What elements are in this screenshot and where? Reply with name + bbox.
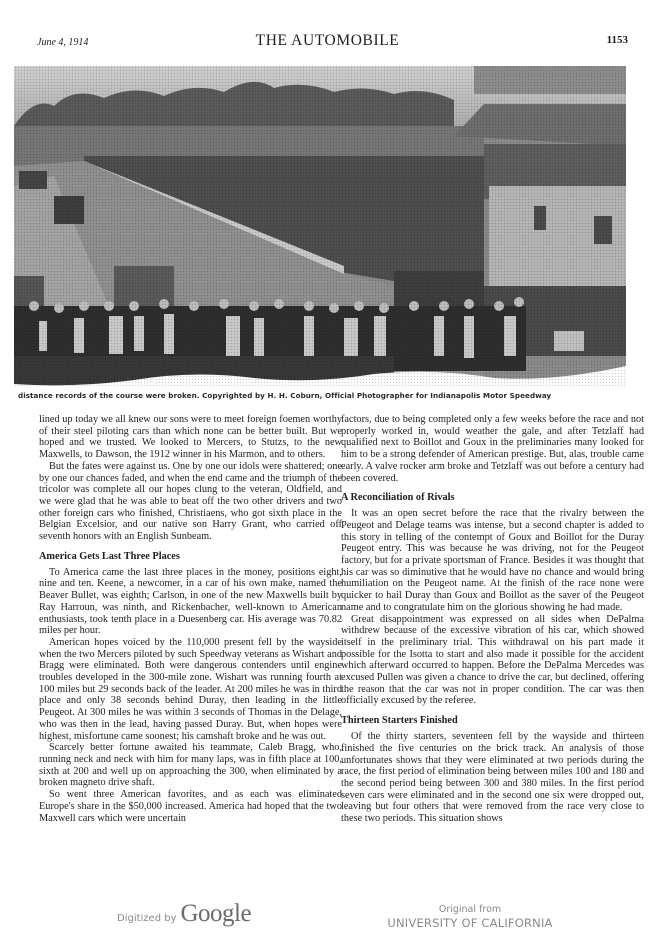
source-watermark [380,904,560,930]
photo-illustration [14,66,626,386]
section-heading: A Reconciliation of Rivals [341,492,455,504]
digitized-by-watermark [117,900,251,928]
article-paragraph: So went three American favorites, and as each was eliminated Europe's share in the $50,000 increased. America had hoped that the two Maxwell cars which were uncertain [39,789,342,824]
article-paragraph: Of the thirty starters, seventeen fell by the wayside and thirteen finished the five centuries on the brick track. An analysis of those unfortunates shows that they were eliminated at two periods during the race, the first period of elimination being between miles 100 and 180 and the second period being between 300 and 380 miles. In the first period seven cars were eliminated and in the second one six were dropped out, leaving but four others that were removed from the race very close to these two periods. This situation shows [341,731,644,825]
photo-caption: distance records of the course were broken. Copyrighted by H. H. Coburn, Official Photographer for Indianapolis Motor Speedway [18,391,552,400]
google-logo: Google [180,900,252,927]
article-paragraph: lined up today we all knew our sons were to meet foreign foemen worthy of their steel piloting cars than which none can be better built. But we hoped and we trusted. We looked to Mercers, to Stutzs, to the new Maxwells, to Dawson, the 1912 winner in his Marmon, and to others. [39,414,342,461]
article-paragraph: Scarcely better fortune awaited his teammate, Caleb Bragg, who, running neck and neck with him for many laps, was in fifth place at 100, sixth at 200 and well up on approaching the 300, when eliminated by a broken magneto drive shaft. [39,742,342,789]
page-number: 1153 [606,34,628,46]
article-column-right [341,414,644,825]
article-paragraph: American hopes voiced by the 110,000 present fell by the wayside when the two Mercers piloted by such Speedway veterans as Wishart and Bragg were eliminated. Both were dangerous contenders until engine troubles developed in the 300-mile zone. Wishart was running fourth at 100 miles but 29 seconds back of the leader. At 200 miles he was in third place and only 38 seconds behind Duray, then leading in the little Peugeot. At 300 miles he was within 3 seconds of Thomas in the Delage, who was then in the lead, having passed Duray. But, when hopes were highest, misfortune came soonest; his camshaft broke and he was out. [39,636,342,742]
section-heading: America Gets Last Three Places [39,550,180,562]
issue-date: June 4, 1914 [37,37,89,48]
digitized-by-label: Digitized by [117,913,177,924]
publication-title: THE AUTOMOBILE [255,32,400,49]
article-paragraph: It was an open secret before the race that the rivalry between the Peugeot and Delage teams was intense, but a second chapter is added to this story in telling of the contempt of Goux and Boillot for the Duray Peugeot entry. This was because he was driving, not for the Peugeot factory, but for a private sportsman of France. Besides it was thought that his car was so diminutive that he would have no chance and would bring humiliation on the Peugeot name. At the finish of the race none were quicker to hail Duray than Goux and Boillot as the saver of the Peugeot name and to congratulate him on the glorious showing he had made. [341,508,644,613]
original-from-label: Original from [438,904,502,915]
running-header [0,28,655,52]
institution-name: UNIVERSITY OF CALIFORNIA [387,916,553,930]
race-photograph [14,66,626,386]
article-paragraph: But the fates were against us. One by one our idols were shattered; one by one our chances faded, and when the end came and the triumph of the tricolor was complete all our hopes clung to the veteran, Oldfield, and we were glad that he was able to beat off the two other drivers and two other foreign cars who finished, Christiaens, who got sixth place in the Belgian Excelsior, and our native son Harry Grant, who carried off seventh honors with an English Sunbeam. [39,460,342,543]
article-paragraph: To America came the last three places in the money, positions eight, nine and ten. Keene, a newcomer, in a car of his own make, named the Beaver Bullet, was eighth; Carlson, in one of the new Maxwells built by Ray Harroun, was ninth, and Rickenbacher, well-known to American enthusiasts, took tenth place in a Duesenberg car. His average was 70.82 miles per hour. [39,566,342,637]
article-column-left [39,414,342,824]
article-paragraph: Great disappointment was expressed on all sides when DePalma withdrew because of the excessive vibration of his car, which showed itself in the preliminary trial. This withdrawal on his part made it possible for the Isotta to start and also made it possible for the accident which afterward occurred to happen. Before the DePalma Mercedes was excused Pullen was given a chance to drive the car, but declined, offering the reason that the car was not in proper condition. The car was then officially excused by the referee. [341,613,644,707]
article-paragraph: factors, due to being completed only a few weeks before the race and not properly worked in, would weather the gale, and after Tetzlaff had qualified next to Boillot and Goux in the preliminaries many looked for him to be a strong defender of American prestige. But, alas, trouble came early. A valve rocker arm broke and Tetzlaff was out before a century had been covered. [341,414,644,484]
section-heading: Thirteen Starters Finished [341,715,458,727]
